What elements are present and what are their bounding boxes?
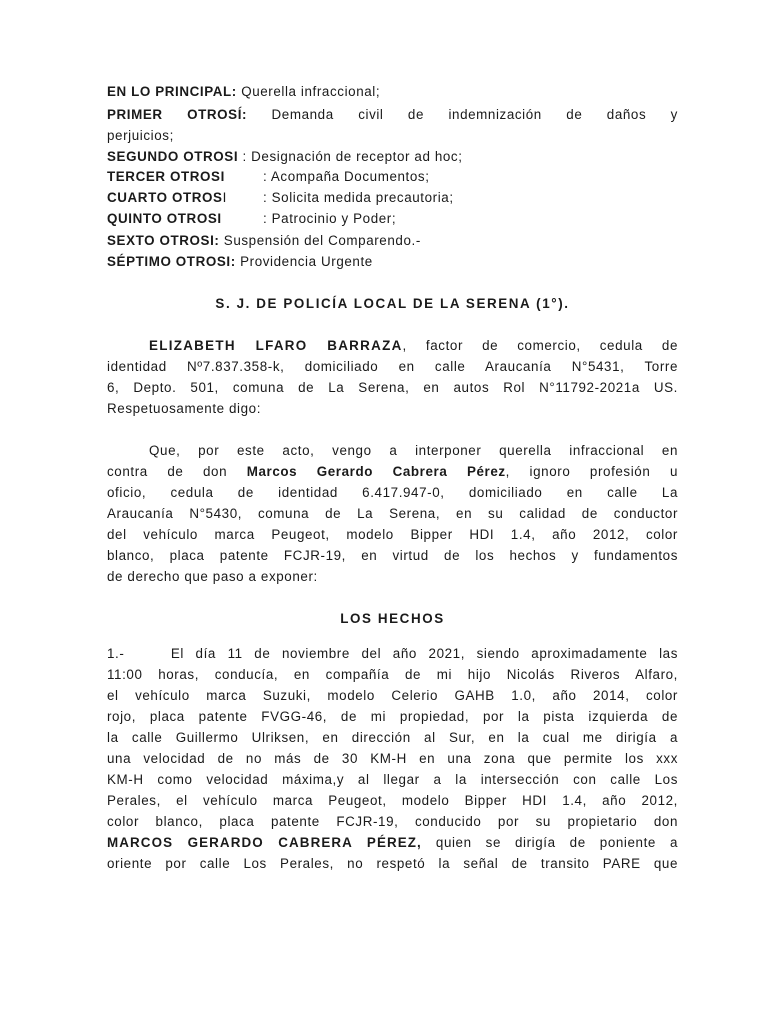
primer-otrosi-label: PRIMER OTROSÍ: [107,107,248,122]
hechos-line-2: 11:00 horas, conducía, en compañía de mi hijo Nicolás Riveros Alfaro, [107,667,678,682]
section-title: LOS HECHOS [340,611,445,626]
hechos-line-1: 1.- El día 11 de noviembre del año 2021, siendo aproximadamente las [107,646,678,661]
tercer-otrosi-text: : Acompaña Documentos; [263,169,430,184]
defendant-name-upper: MARCOS GERARDO CABRERA PÉREZ, [107,835,422,850]
sexto-otrosi-label: SEXTO OTROSI: [107,233,220,248]
hechos-line-5: la calle Guillermo Ulriksen, en dirección al Sur, en la cual me dirigía a [107,730,678,745]
hechos-line-4: rojo, placa patente FVGG-46, de mi propiedad, por la pista izquierda de [107,709,678,724]
querella-line-4: Araucanía N°5430, comuna de La Serena, en su calidad de conductor [107,506,678,521]
intro-line-2: identidad Nº7.837.358-k, domiciliado en calle Araucanía N°5431, Torre [107,359,678,374]
hechos-line-9: color blanco, placa patente FCJR-19, conducido por su propietario don [107,814,678,829]
defendant-name: Marcos Gerardo Cabrera Pérez [246,464,506,479]
intro-line-3: 6, Depto. 501, comuna de La Serena, en autos Rol N°11792-2021a US. [107,380,678,395]
principal-line [107,84,678,100]
intro-line-1-rest: , factor de comercio, cedula de [402,338,678,353]
cuarto-otrosi-line [107,190,678,206]
sexto-otrosi-text: Suspensión del Comparendo.- [219,233,421,248]
intro-line-4: Respetuosamente digo: [107,401,262,416]
cuarto-otrosi-label-wrap [107,190,263,206]
cuarto-otrosi-label-rest: I [222,190,227,205]
hechos-line-11: oriente por calle Los Perales, no respetó la señal de transito PARE que [107,856,678,871]
intro-line-1 [107,338,678,354]
querella-line-2 [107,464,678,480]
hechos-line-6: una velocidad de no más de 30 KM-H en una zona que permite los xxx [107,751,678,766]
querella-line-1: Que, por este acto, vengo a interponer querella infraccional en [149,443,678,458]
segundo-otrosi-line [107,149,678,165]
querella-line-6: blanco, placa patente FCJR-19, en virtud de los hechos y fundamentos [107,548,678,563]
hechos-line-10-rest: quien se dirigía de poniente a [421,835,678,850]
court-title: S. J. DE POLICÍA LOCAL DE LA SERENA (1°). [215,296,570,311]
hechos-line-10 [107,835,678,851]
primer-otrosi-line [107,107,678,123]
segundo-otrosi-label: SEGUNDO OTROSI [107,149,239,164]
plaintiff-name: ELIZABETH LFARO BARRAZA [149,338,403,353]
hechos-line-7: KM-H como velocidad máxima,y al llegar a la intersección con calle Los [107,772,678,787]
cuarto-otrosi-label: CUARTO OTROS [107,190,223,205]
querella-line-7: de derecho que paso a exponer: [107,569,318,584]
septimo-otrosi-text: Providencia Urgente [235,254,373,269]
septimo-otrosi-label: SÉPTIMO OTROSI: [107,254,236,269]
quinto-otrosi-label: QUINTO OTROSI [107,211,222,226]
primer-otrosi-cont: perjuicios; [107,128,174,143]
septimo-otrosi-line [107,254,678,270]
quinto-otrosi-text: : Patrocinio y Poder; [263,211,397,226]
querella-line-2-post: , ignoro profesión u [505,464,678,479]
principal-text: Querella infraccional; [236,84,381,99]
quinto-otrosi-line [107,211,678,227]
tercer-otrosi-label: TERCER OTROSI [107,169,225,184]
hechos-line-8: Perales, el vehículo marca Peugeot, modelo Bipper HDI 1.4, año 2012, [107,793,678,808]
segundo-otrosi-text: : Designación de receptor ad hoc; [238,149,463,164]
tercer-otrosi-line [107,169,678,185]
cuarto-otrosi-text: : Solicita medida precautoria; [263,190,454,205]
sexto-otrosi-line [107,233,678,249]
querella-line-2-pre: contra de don [107,464,247,479]
querella-line-3: oficio, cedula de identidad 6.417.947-0, domiciliado en calle La [107,485,678,500]
primer-otrosi-text: Demanda civil de indemnización de daños y [271,107,678,122]
hechos-line-3: el vehículo marca Suzuki, modelo Celerio GAHB 1.0, año 2014, color [107,688,678,703]
principal-label: EN LO PRINCIPAL: [107,84,237,99]
querella-line-5: del vehículo marca Peugeot, modelo Bipper HDI 1.4, año 2012, color [107,527,678,542]
